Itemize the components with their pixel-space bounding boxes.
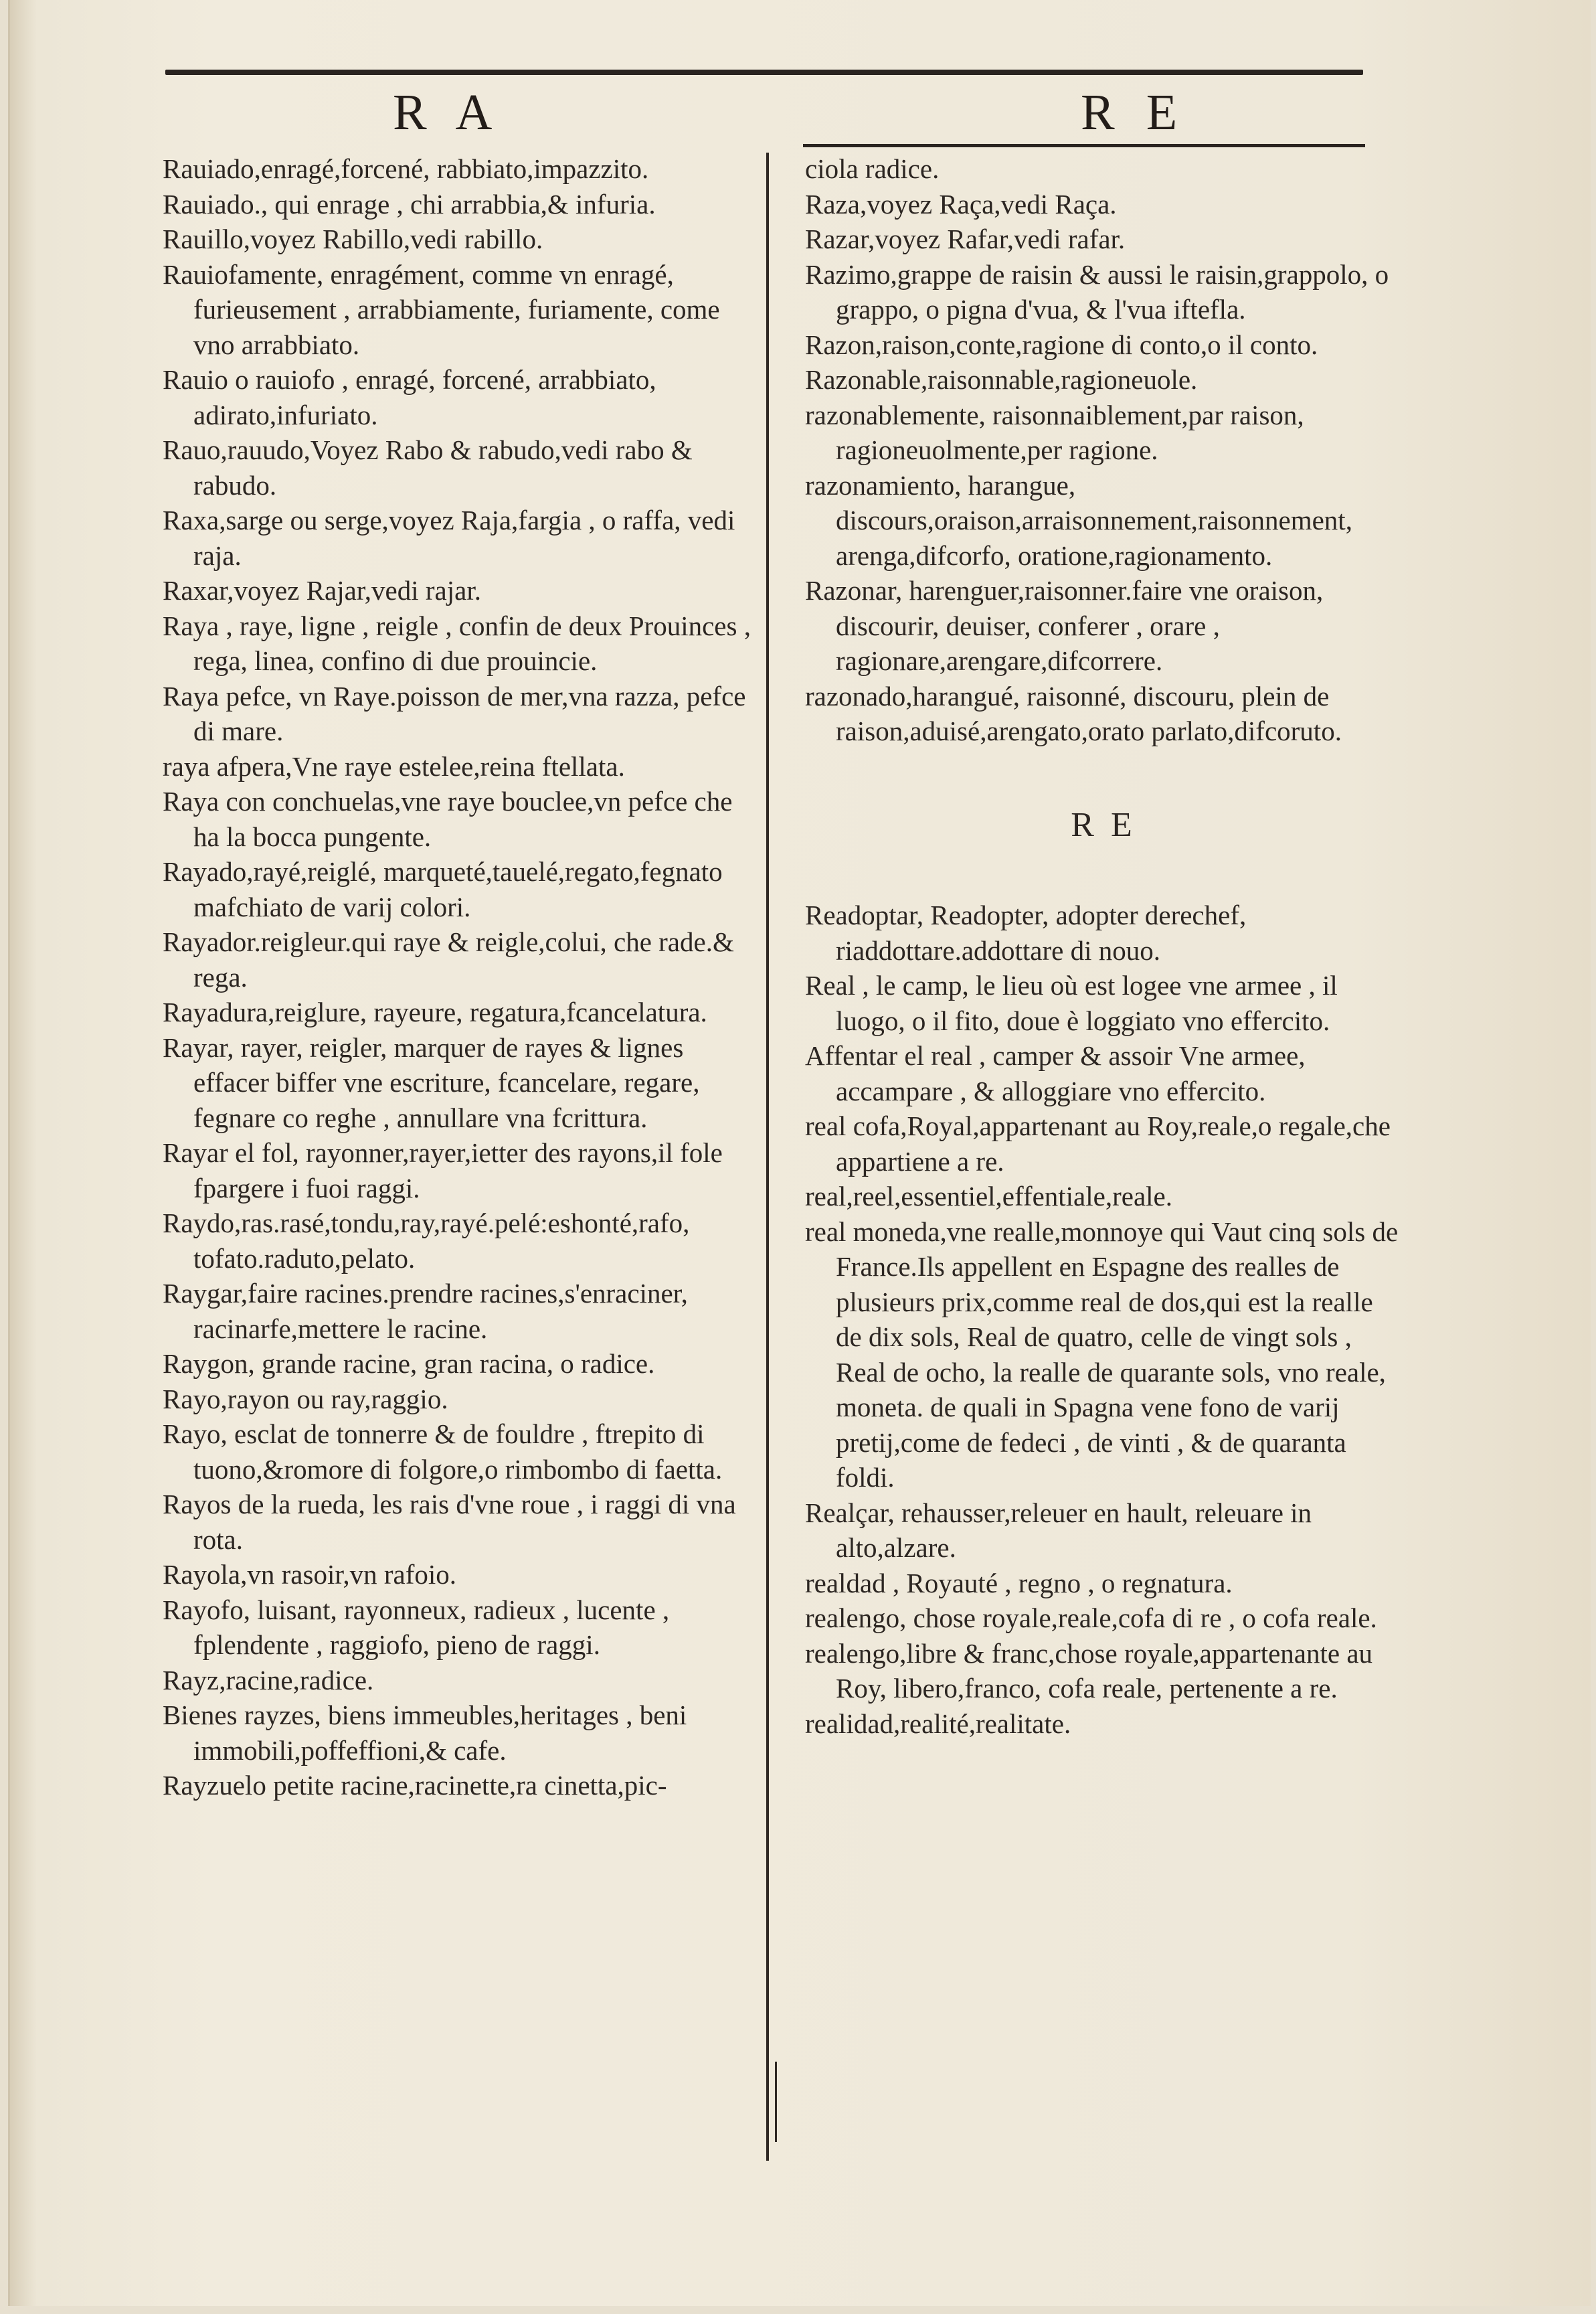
dictionary-entry: Real , le camp, le lieu où est logee vne armee , il luogo, o il fito, doue è loggiato vno effercito.	[805, 970, 1338, 1036]
left-column	[163, 151, 757, 1803]
dictionary-entry: Raygar,faire racines.prendre racines,s'enraciner, racinarfe,mettere le racine.	[163, 1278, 688, 1344]
dictionary-entry: ciola radice.	[805, 153, 940, 184]
column-divider-tail	[775, 2062, 777, 2142]
dictionary-entry: Rayo,rayon ou ray,raggio.	[163, 1383, 448, 1414]
dictionary-entry: razonamiento, harangue, discours,oraison,arraisonnement,raisonnement, arenga,difcorfo, oratione,ragionamento.	[805, 469, 1352, 571]
dictionary-entry: Rauiado., qui enrage , chi arrabbia,& infuria.	[163, 188, 656, 220]
column-divider	[766, 153, 769, 2161]
dictionary-entry: Bienes rayzes, biens immeubles,heritages , beni immobili,poffeffioni,& cafe.	[163, 1700, 687, 1766]
section-heading-re: R E	[1071, 805, 1136, 844]
dictionary-entry: Razonar, harenguer,raisonner.faire vne oraison, discourir, deuiser, conferer , orare , ragionare,arengare,difcorrere.	[805, 575, 1324, 676]
dictionary-entry: Rayado,rayé,reiglé, marqueté,tauelé,regato,fegnato mafchiato de varij colori.	[163, 856, 723, 922]
dictionary-entry: Raxar,voyez Rajar,vedi rajar.	[163, 575, 481, 606]
dictionary-entry: Rayz,racine,radice.	[163, 1664, 374, 1696]
dictionary-entry: Raya , raye, ligne , reigle , confin de deux Prouinces , rega, linea, confino di due prouincie.	[163, 610, 751, 676]
dictionary-entry: Rayador.reigleur.qui raye & reigle,colui, che rade.& rega.	[163, 926, 734, 993]
dictionary-entry: Raza,voyez Raça,vedi Raça.	[805, 188, 1117, 220]
dictionary-entry: razonablemente, raisonnaiblement,par raison, ragioneuolmente,per ragione.	[805, 399, 1304, 465]
dictionary-entry: razonado,harangué, raisonné, discouru, plein de raison,aduisé,arengato,orato parlato,difcoruto.	[805, 680, 1342, 746]
dictionary-entry: Rauio o rauiofo , enragé, forcené, arrabbiato, adirato,infuriato.	[163, 364, 656, 430]
dictionary-entry: Rayar el fol, rayonner,rayer,ietter des rayons,il fole fpargere i fuoi raggi.	[163, 1137, 723, 1204]
dictionary-entry: real moneda,vne realle,monnoye qui Vaut cinq sols de France.Ils appellent en Espagne des realles de plusieurs prix,comme real de dos,qui est la realle de dix sols, Real de quatro, celle de vingt sols , Real de ocho, la realle de quarante sols, vno reale, moneta. de quali in Spagna vene fono de varij pretij,come de fedeci , de vinti , & de quaranta foldi.	[805, 1216, 1399, 1493]
dictionary-entry: Raya con conchuelas,vne raye bouclee,vn pefce che ha la bocca pungente.	[163, 786, 733, 852]
dictionary-entry: Rauiado,enragé,forcené, rabbiato,impazzito.	[163, 153, 649, 184]
dictionary-entry: Readoptar, Readopter, adopter derechef, riaddottare.addottare di nouo.	[805, 900, 1247, 966]
dictionary-entry: real,reel,essentiel,effentiale,reale.	[805, 1181, 1172, 1212]
dictionary-entry: Razonable,raisonnable,ragioneuole.	[805, 364, 1198, 395]
dictionary-entry: realidad,realité,realitate.	[805, 1708, 1071, 1739]
dictionary-entry: real cofa,Royal,appartenant au Roy,reale,o regale,che appartiene a re.	[805, 1110, 1391, 1177]
dictionary-entry: Rayar, rayer, reigler, marquer de rayes & lignes effacer biffer vne escriture, fcancelare, regare, fegnare co reghe , annullare vna fcrittura.	[163, 1031, 700, 1133]
dictionary-entry: Rayo, esclat de tonnerre & de fouldre , ftrepito di tuono,&romore di folgore,o rimbombo di faetta.	[163, 1418, 723, 1485]
dictionary-entry: Rayofo, luisant, rayonneux, radieux , lucente , fplendente , raggiofo, pieno de raggi.	[163, 1594, 670, 1660]
dictionary-entry: Raya pefce, vn Raye.poisson de mer,vna razza, pefce di mare.	[163, 680, 746, 746]
dictionary-page	[8, 0, 1591, 2306]
dictionary-entry: Raxa,sarge ou serge,voyez Raja,fargia , o raffa, vedi raja.	[163, 505, 735, 571]
dictionary-entry: Realçar, rehausser,releuer en hault, releuare in alto,alzare.	[805, 1497, 1312, 1563]
dictionary-entry: Rauillo,voyez Rabillo,vedi rabillo.	[163, 224, 543, 254]
right-column-rule	[803, 144, 1365, 147]
dictionary-entry: Razon,raison,conte,ragione di conto,o il conto.	[805, 329, 1318, 360]
running-head-right: R E	[1081, 84, 1187, 141]
dictionary-entry: Affentar el real , camper & assoir Vne armee, accampare , & alloggiare vno effercito.	[805, 1040, 1306, 1106]
dictionary-entry: Raygon, grande racine, gran racina, o radice.	[163, 1348, 655, 1379]
dictionary-entry: Rauiofamente, enragément, comme vn enragé, furieusement , arrabbiamente, furiamente, come vno arrabbiato.	[163, 258, 720, 360]
right-column	[805, 151, 1402, 1741]
running-head-left: R A	[393, 84, 502, 141]
dictionary-entry: Rayola,vn rasoir,vn rafoio.	[163, 1559, 456, 1590]
top-rule	[165, 70, 1363, 75]
dictionary-entry: Raydo,ras.rasé,tondu,ray,rayé.pelé:eshonté,rafo, tofato.raduto,pelato.	[163, 1208, 690, 1274]
dictionary-entry: realengo, chose royale,reale,cofa di re , o cofa reale.	[805, 1602, 1377, 1633]
dictionary-entry: Rayzuelo petite racine,racinette,ra cinetta,pic-	[163, 1770, 667, 1801]
dictionary-entry: Razar,voyez Rafar,vedi rafar.	[805, 224, 1126, 254]
dictionary-entry: Rayos de la rueda, les rais d'vne roue , i raggi di vna rota.	[163, 1489, 736, 1555]
dictionary-entry: Rauo,rauudo,Voyez Rabo & rabudo,vedi rabo & rabudo.	[163, 434, 693, 501]
dictionary-entry: Rayadura,reiglure, rayeure, regatura,fcancelatura.	[163, 997, 707, 1027]
dictionary-entry: realengo,libre & franc,chose royale,appartenante au Roy, libero,franco, cofa reale, pertenente a re.	[805, 1637, 1373, 1704]
dictionary-entry: realdad , Royauté , regno , o regnatura.	[805, 1567, 1233, 1598]
dictionary-entry: Razimo,grappe de raisin & aussi le raisin,grappolo, o grappo, o pigna d'vua, & l'vua iftefla.	[805, 258, 1389, 325]
dictionary-entry: raya afpera,Vne raye estelee,reina ftellata.	[163, 750, 625, 782]
